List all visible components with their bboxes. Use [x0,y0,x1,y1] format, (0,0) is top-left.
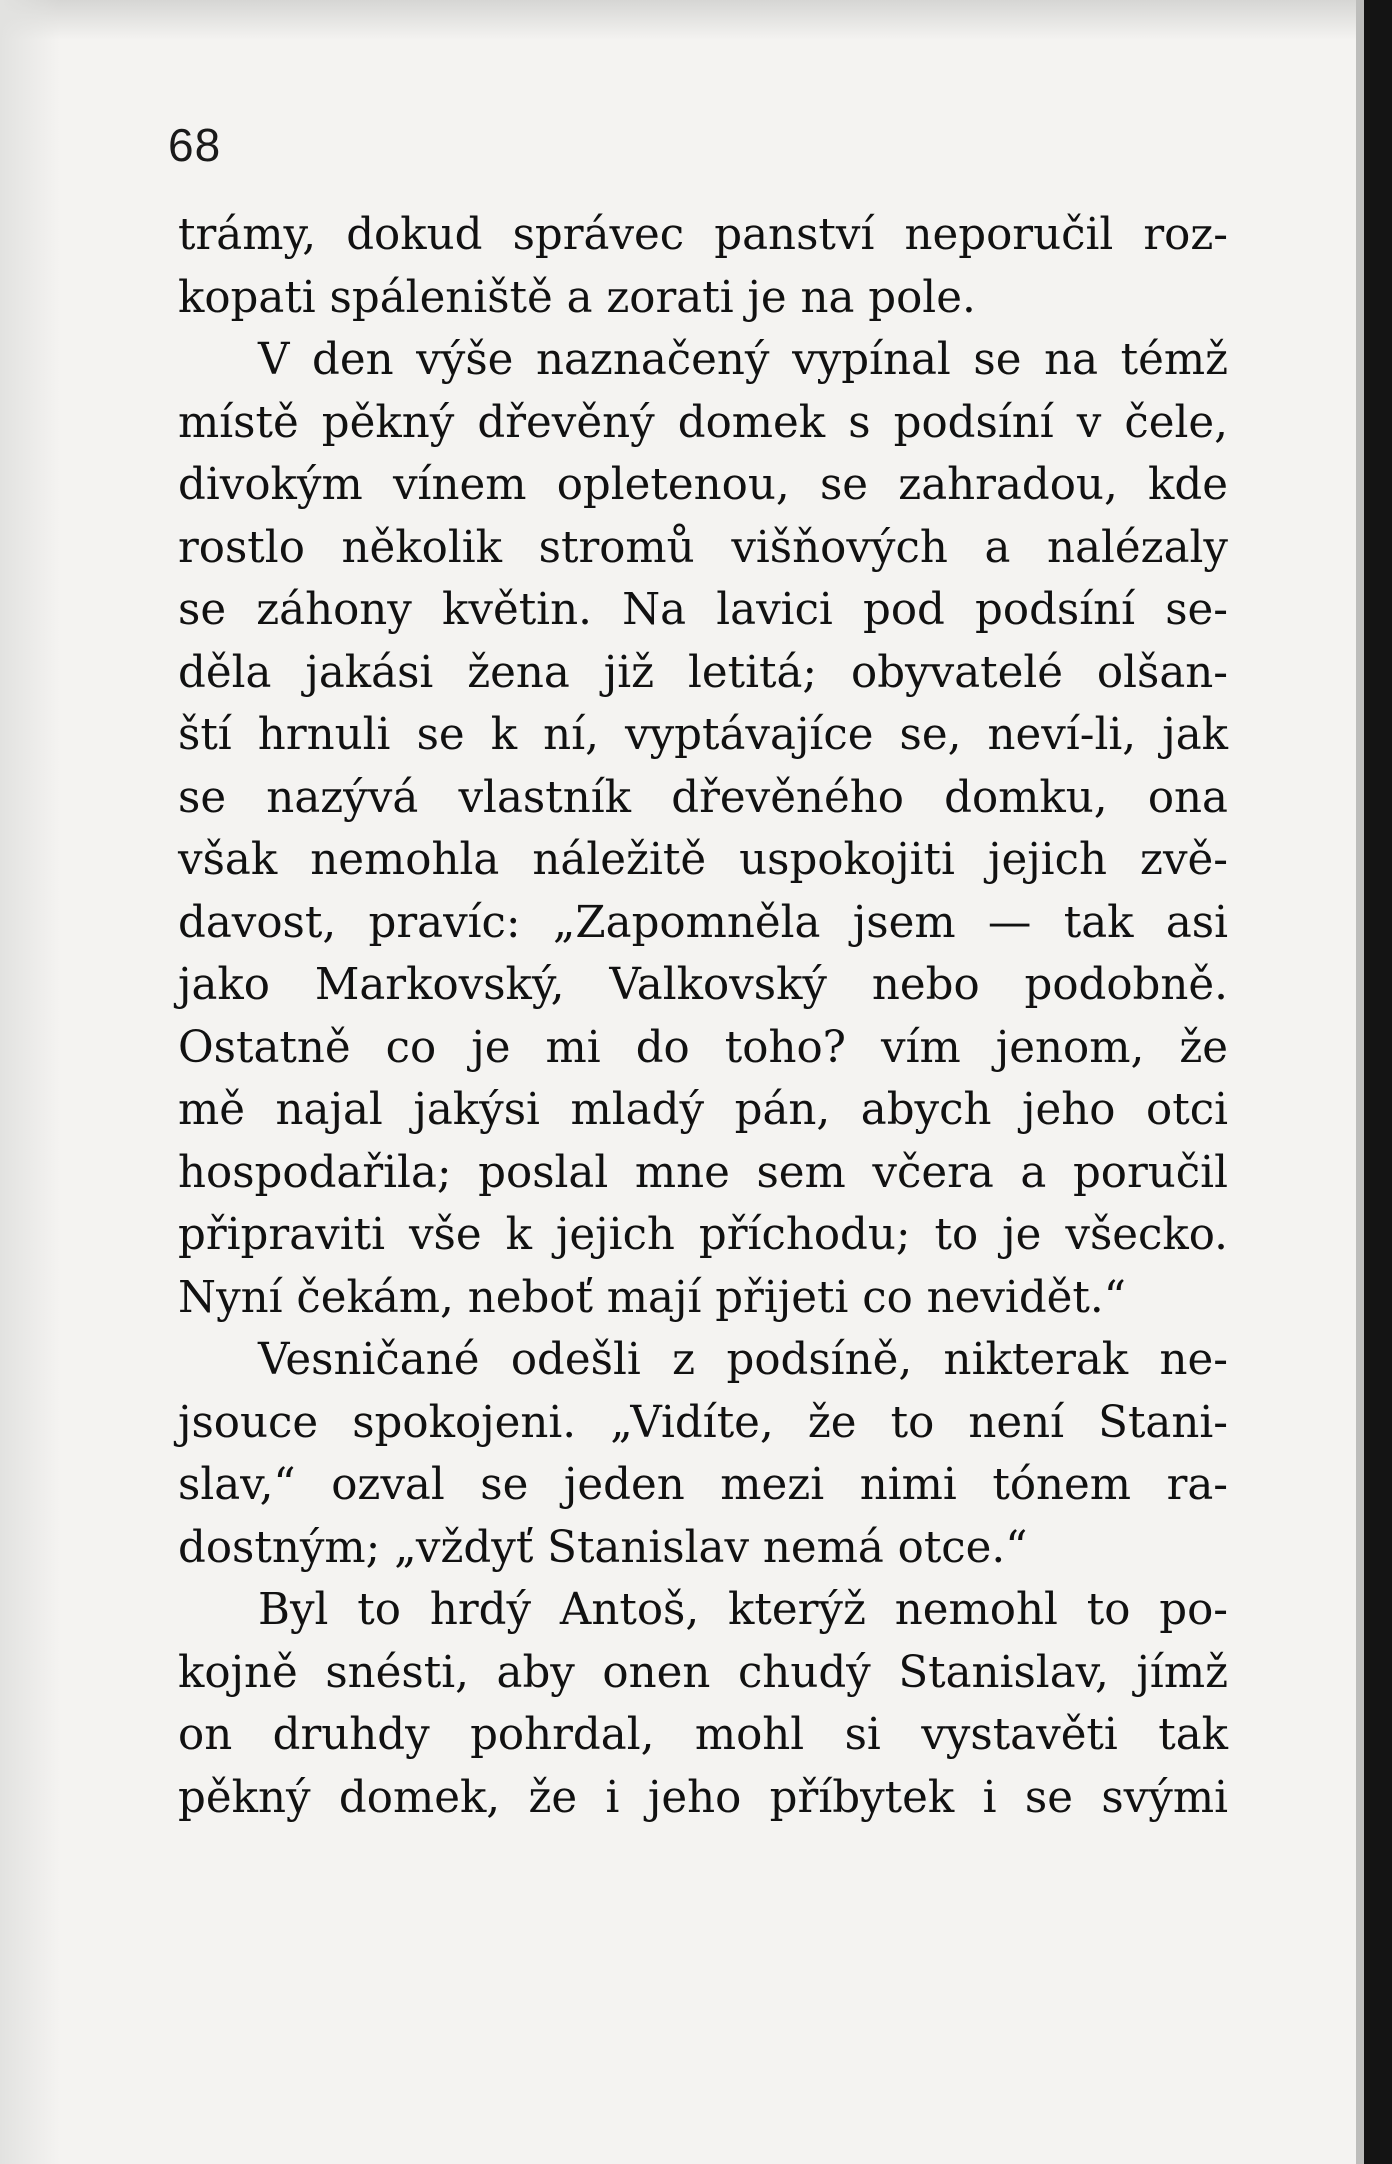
text-line: mě najal jakýsi mladý pán, abych jeho otci [178,1085,1228,1135]
text-line: kopati spáleniště a zorati je na pole. [178,272,976,323]
text-line: divokým vínem opletenou, se zahradou, kde [178,460,1228,510]
text-line: kojně snésti, aby onen chudý Stanislav, jímž [178,1647,1228,1698]
text-line: rostlo několik stromů višňových a nalézaly [178,522,1228,573]
text-line: připraviti vše k jejich příchodu; to je všecko. [178,1210,1228,1260]
text-line: Ostatně co je mi do toho? vím jenom, že [178,1022,1228,1073]
text-line: se záhony květin. Na lavici pod podsíní se- [178,585,1228,635]
page-edge-shadow [1356,0,1364,2164]
text-line: ští hrnuli se k ní, vyptávajíce se, neví-li, jak [178,710,1228,760]
text-line: slav,“ ozval se jeden mezi nimi tónem ra- [178,1460,1228,1510]
scan-shadow-left [0,0,60,2164]
text-line: jako Markovský, Valkovský nebo podobně. [178,960,1228,1010]
scan-border-right [1364,0,1392,2164]
text-line: Vesničané odešli z podsíně, nikterak ne- [258,1335,1228,1385]
text-line: on druhdy pohrdal, mohl si vystavěti tak [178,1710,1228,1760]
scan-shadow-top [0,0,1392,40]
text-line: místě pěkný dřevěný domek s podsíní v čele, [178,397,1228,448]
text-line: Byl to hrdý Antoš, kterýž nemohl to po- [258,1585,1228,1635]
text-line: hospodařila; poslal mne sem včera a poručil [178,1147,1228,1198]
text-line: Nyní čekám, neboť mají přijeti co nevidět.“ [178,1272,1126,1323]
text-line: však nemohla náležitě uspokojiti jejich zvě- [178,835,1228,885]
text-line: trámy, dokud správec panství neporučil roz- [178,210,1228,260]
page-number: 68 [168,119,222,171]
text-line: jsouce spokojeni. „Vidíte, že to není Stani- [178,1397,1228,1448]
text-line: děla jakási žena již letitá; obyvatelé olšan- [178,647,1228,698]
text-line: davost, pravíc: „Zapomněla jsem — tak asi [178,897,1228,948]
text-line: dostným; „vždyť Stanislav nemá otce.“ [178,1522,1028,1573]
text-line: se nazývá vlastník dřevěného domku, ona [178,772,1228,823]
body-text [178,204,1228,1829]
text-line: pěkný domek, že i jeho příbytek i se svými [178,1772,1228,1823]
text-line: V den výše naznačený vypínal se na témž [258,335,1228,385]
